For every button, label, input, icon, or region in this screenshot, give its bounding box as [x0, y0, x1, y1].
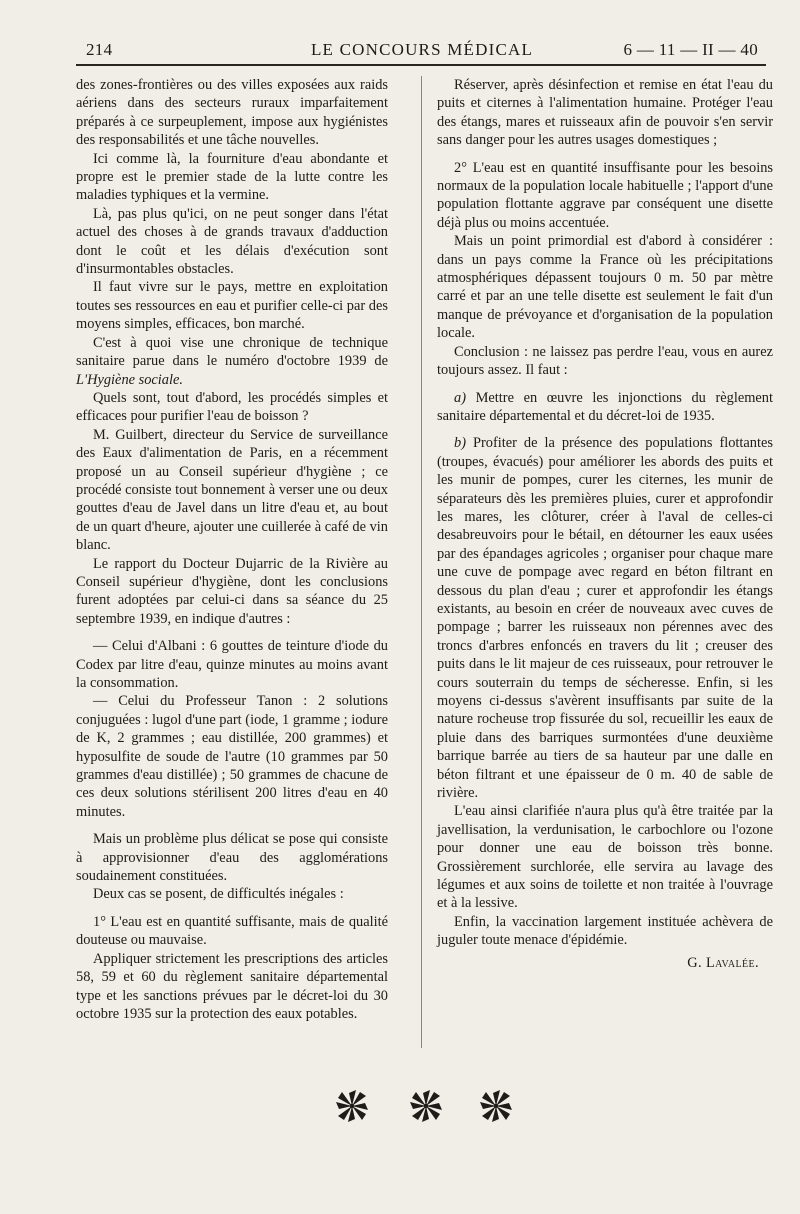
list-marker: a): [454, 389, 466, 406]
column-divider: [421, 76, 422, 1048]
paragraph: Mais un point primordial est d'abord à considérer : dans un pays comme la France où les précipitations atmosphériques dépassent toujours 0 m. 50 par mètre carré et par an une telle disette est seulement le fait d'un manque de prévoyance et d'organisation de la population locale.: [437, 233, 773, 342]
journal-reference: L'Hygiène sociale.: [76, 371, 183, 388]
paragraph: 2° L'eau est en quantité insuffisante pour les besoins normaux de la population locale habituelle ; l'apport d'une population flottante aggrave par conséquent une disette déjà plus ou moins accentuée.: [437, 159, 773, 231]
paragraph: Conclusion : ne laissez pas perdre l'eau, vous en aurez toujours assez. Il faut :: [437, 343, 773, 379]
paragraph: Réserver, après désinfection et remise en état l'eau du puits et citernes à l'alimentation humaine. Protéger l'eau des étangs, mares et ruisseaux afin de pouvoir s'en servir sans danger pour les autres usages domestiques ;: [437, 77, 773, 149]
right-column: [437, 76, 773, 972]
header-rule: [76, 64, 766, 66]
list-item: [437, 434, 773, 802]
list-item-text: Profiter de la présence des populations flottantes (troupes, évacués) pour améliorer les abords des puits et les munir de pompes, curer les citernes, les munir de séparateurs dès les premières pluies, curer et approfondir les mares, les clôturer, créer à l'aval de celles-ci desabreuvoirs pour le bétail, en détourner les eaux usées par des épandages agricoles ; organiser pour chaque mare une cuve de pompage avec regard en béton filtrant en dessous du plan d'eau ; curer et approfondir les étangs existants, au besoin en créer de nouveaux avec cuves de pompage ; barrer les ruisseaux non pérennes avec des troncs d'arbres enfoncés en travers du lit ; creuser des puits dans le lit majeur de ces ruisseaux, pour retrouver le cours souterrain du temps de sécheresse. Enfin, si les moyens ci-dessus s'avèrent insuffisants par suite de la nature rocheuse trop fissurée du sol, recueillir les eaux de pluie dans des barriques surmontées d'une deuxième barrique barrée au tiers de sa hauteur par une dalle en béton filtrant et une épaisseur de 0 m. 40 de sable de rivière.: [437, 435, 773, 802]
paragraph: Mais un problème plus délicat se pose qui consiste à approvisionner d'eau des agglomérations soudainement constituées.: [76, 831, 388, 885]
pinwheel-ornament-icon: [478, 1088, 514, 1124]
paragraph: — Celui d'Albani : 6 gouttes de teinture d'iode du Codex par litre d'eau, quinze minutes au moins avant la consommation.: [76, 638, 388, 691]
author-signature: G. Lavalée.: [687, 954, 759, 971]
paragraph: Quels sont, tout d'abord, les procédés simples et efficaces pour purifier l'eau de boisson ?: [76, 389, 388, 425]
list-marker: b): [454, 435, 466, 452]
paragraph: Le rapport du Docteur Dujarric de la Rivière au Conseil supérieur d'hygiène, dont les conclusions furent adoptées par celui-ci dans sa séance du 25 septembre 1939, en indique d'autres :: [76, 555, 388, 627]
paragraph: Appliquer strictement les prescriptions des articles 58, 59 et 60 du règlement sanitaire départemental type et les sanctions prévues par le décret-loi du 30 octobre 1935 sur la protection des eaux potables.: [76, 950, 388, 1022]
list-item-text: Mettre en œuvre les injonctions du règlement sanitaire départemental et du décret-loi de 1935.: [437, 389, 773, 424]
journal-title: LE CONCOURS MÉDICAL: [310, 40, 534, 59]
list-item: [437, 389, 773, 426]
paragraph: Ici comme là, la fourniture d'eau abondante et propre est le premier stade de la lutte contre les maladies typhiques et la vermine.: [76, 150, 388, 204]
paragraph: Deux cas se posent, de difficultés inégales :: [93, 886, 344, 903]
page-header: [86, 36, 758, 62]
issue-date: 6 — 11 — II — 40: [623, 40, 758, 59]
pinwheel-ornament-icon: [334, 1088, 370, 1124]
paragraph: — Celui du Professeur Tanon : 2 solutions conjuguées : lugol d'une part (iode, 1 gramme ; iodure de K, 2 grammes ; eau distillée, 200 grammes) et hyposulfite de soude de l'autre (10 grammes par 50 grammes d'eau distillée) ; 50 grammes de chacune de ces deux solutions stérilisent 200 litres d'eau en 40 minutes.: [76, 693, 388, 820]
pinwheel-ornament-icon: [408, 1088, 444, 1124]
paragraph: 1° L'eau est en quantité suffisante, mais de qualité douteuse ou mauvaise.: [76, 913, 388, 949]
paragraph: M. Guilbert, directeur du Service de surveillance des Eaux d'alimentation de Paris, en a récemment proposé un au Conseil supérieur d'hygiène ; ce procédé consiste tout bonnement à verser une ou deux gouttes d'eau de Javel dans un litre d'eau et, au bout de un quart d'heure, ajouter une cuillerée à café de vin blanc.: [76, 426, 388, 554]
left-column: [76, 76, 388, 1023]
page-number: 214: [86, 40, 113, 59]
paragraph: Là, pas plus qu'ici, on ne peut songer dans l'état actuel des choses à de grands travaux d'adduction dont le coût et les délais d'exécution sont d'insurmontables obstacles.: [76, 205, 388, 278]
ornament-row: [0, 1088, 800, 1128]
paragraph-text: C'est à quoi vise une chronique de technique sanitaire parue dans le numéro d'octobre 1939 de: [76, 334, 388, 370]
paragraph: [76, 334, 388, 389]
paragraph: des zones-frontières ou des villes exposées aux raids aériens dans des secteurs ruraux imparfaitement préparés à ce surpeuplement, impose aux hygiénistes des responsabilités et une tâche nouvelles.: [76, 77, 388, 149]
paragraph: Enfin, la vaccination largement instituée achèvera de juguler toute menace d'épidémie.: [437, 913, 773, 949]
paragraph: Il faut vivre sur le pays, mettre en exploitation toutes ses ressources en eau et purifier celle-ci par des moyens simples, efficaces, bon marché.: [76, 279, 388, 333]
paragraph: L'eau ainsi clarifiée n'aura plus qu'à être traitée par la javellisation, la verdunisation, le carbochlore ou l'ozone pour donner une eau de boisson très bonne. Grossièrement surchlorée, elle servira au lavage des légumes et aux soins de toilette et non traitée à l'ouvrage et à la lessive.: [437, 803, 773, 912]
